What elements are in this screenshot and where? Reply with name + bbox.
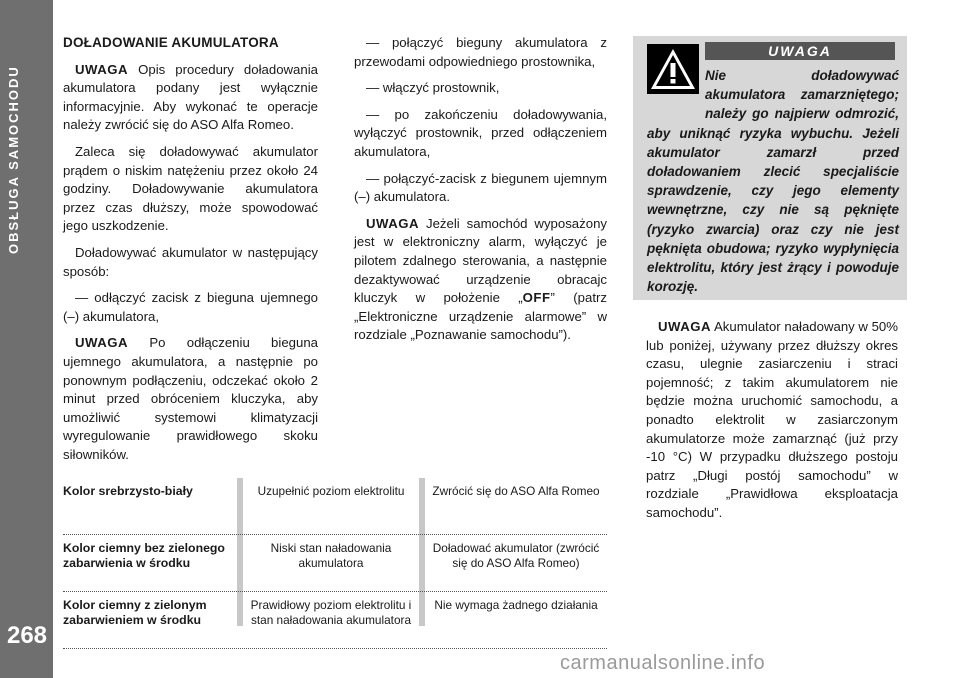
required-action: Nie wymaga żadnego działania — [434, 598, 598, 612]
indicator-color: Kolor ciemny z zielonym zabarwieniem w środku — [63, 598, 207, 627]
warning-title: UWAGA — [705, 42, 895, 60]
paragraph — [63, 61, 318, 135]
paragraph-text: Po odłączeniu bieguna ujemnego akumulatora, a następnie po ponownym podłączeniu, odczekać około 2 minut przed obróceniem kluczyka, aby umożliwić systemowi klimatyzacji wyregulowanie prawidłowego skoku siłowników. — [63, 335, 318, 462]
paragraph-text: ” (patrz „Elektroniczne urządzenie alarmowe” w rozdziale „Poznawanie samochodu”). — [354, 290, 607, 343]
paragraph — [63, 334, 318, 464]
indicator-color: Kolor ciemny bez zielonego zabarwienia w środku — [63, 541, 225, 570]
section-heading: DOŁADOWANIE AKUMULATORA — [63, 35, 279, 50]
column-2 — [354, 34, 607, 353]
step-item: — po zakończeniu doładowywania, wyłączyć prostownik, przed odłączeniem akumulatora, — [354, 106, 607, 159]
required-action: Zwrócić się do ASO Alfa Romeo — [432, 484, 600, 498]
sidebar — [0, 0, 53, 678]
table-row — [63, 592, 607, 649]
note-keyword: UWAGA — [75, 61, 129, 77]
step-item: — połączyć-zacisk z biegunem ujemnym (–) akumulatora. — [354, 170, 607, 205]
battery-state: Niski stan naładowania akumulatora — [270, 541, 392, 570]
section-title: OBSŁUGA SAMOCHODU — [6, 65, 21, 255]
off-keyword: OFF — [522, 290, 551, 306]
watermark: carmanualsonline.info — [560, 652, 766, 674]
table-row — [63, 535, 607, 592]
paragraph-text: Jeżeli samochód wyposażony jest w elektroniczny alarm, wyłączyć je pilotem zdalnego sterowania, a następnie dezaktywować urządzenie obracajc kluczyk w położenie „ — [354, 215, 607, 306]
note-keyword: UWAGA — [658, 319, 712, 334]
paragraph: Zaleca się doładowywać akumulator prądem o niskim natężeniu przez około 24 godziny. Doładowywanie akumulatora przez czas dłuższy, może spowodować jego uszkodzenie. — [63, 143, 318, 234]
table-row — [63, 478, 607, 535]
page-number: 268 — [6, 622, 48, 649]
step-item: — włączyć prostownik, — [366, 80, 500, 96]
warning-body: Nie doładowywać akumulatora zamarzniętego; należy go najpierw odmrozić, aby uniknąć ryzyka wybuchu. Jeżeli akumulator zamarzł przed doładowaniem zlecić specjaliście sprawdzenie, czy jego elementy wewnętrzne, czy nie są pęknięte (ryzyko zwarcia) oraz czy nie jest pęknięta obudowa; ryzyko wypłynięcia elektrolitu, który jest żrący i powoduje korozję. — [647, 68, 899, 295]
battery-indicator-table — [63, 478, 607, 649]
paragraph-text: Opis procedury doładowania akumulatora podany jest wyłącznie informacyjnie. Aby wykonać te operacje należy zwrócić się do ASO Alfa Romeo. — [63, 61, 318, 133]
note-keyword: UWAGA — [366, 215, 420, 231]
warning-box — [633, 36, 907, 300]
column-3 — [646, 318, 898, 531]
note-keyword: UWAGA — [75, 335, 129, 351]
battery-state: Uzupełnić poziom elektrolitu — [257, 484, 405, 498]
step-item: — odłączyć zacisk z bieguna ujemnego (–) akumulatora, — [63, 290, 318, 324]
paragraph: Doładowywać akumulator w następujący sposób: — [63, 244, 318, 279]
required-action: Doładować akumulator (zwrócić się do ASO Alfa Romeo) — [432, 541, 600, 570]
warning-text — [647, 66, 899, 296]
step-item: — połączyć bieguny akumulatora z przewodami odpowiedniego prostownika, — [354, 35, 607, 69]
column-1 — [63, 34, 318, 472]
indicator-color: Kolor srebrzysto-biały — [63, 484, 193, 498]
battery-state: Prawidłowy poziom elektrolitu i stan naładowania akumulatora — [250, 598, 412, 627]
paragraph — [354, 215, 607, 345]
paragraph-text: Akumulator naładowany w 50% lub poniżej, używany przez dłuższy okres czasu, ulegnie zasiarczeniu i straci pojemność; z takim akumulatorem nie będzie można uruchomić samochodu, a ponadto elektrolit w zasiarczonym akumulatorze może zamarznąć (już przy -10 °C) W przypadku dłuższego postoju patrz „Długi postój samochodu” w rozdziale „Prawidłowa eksploatacja samochodu”. — [646, 319, 898, 520]
paragraph — [646, 318, 898, 523]
